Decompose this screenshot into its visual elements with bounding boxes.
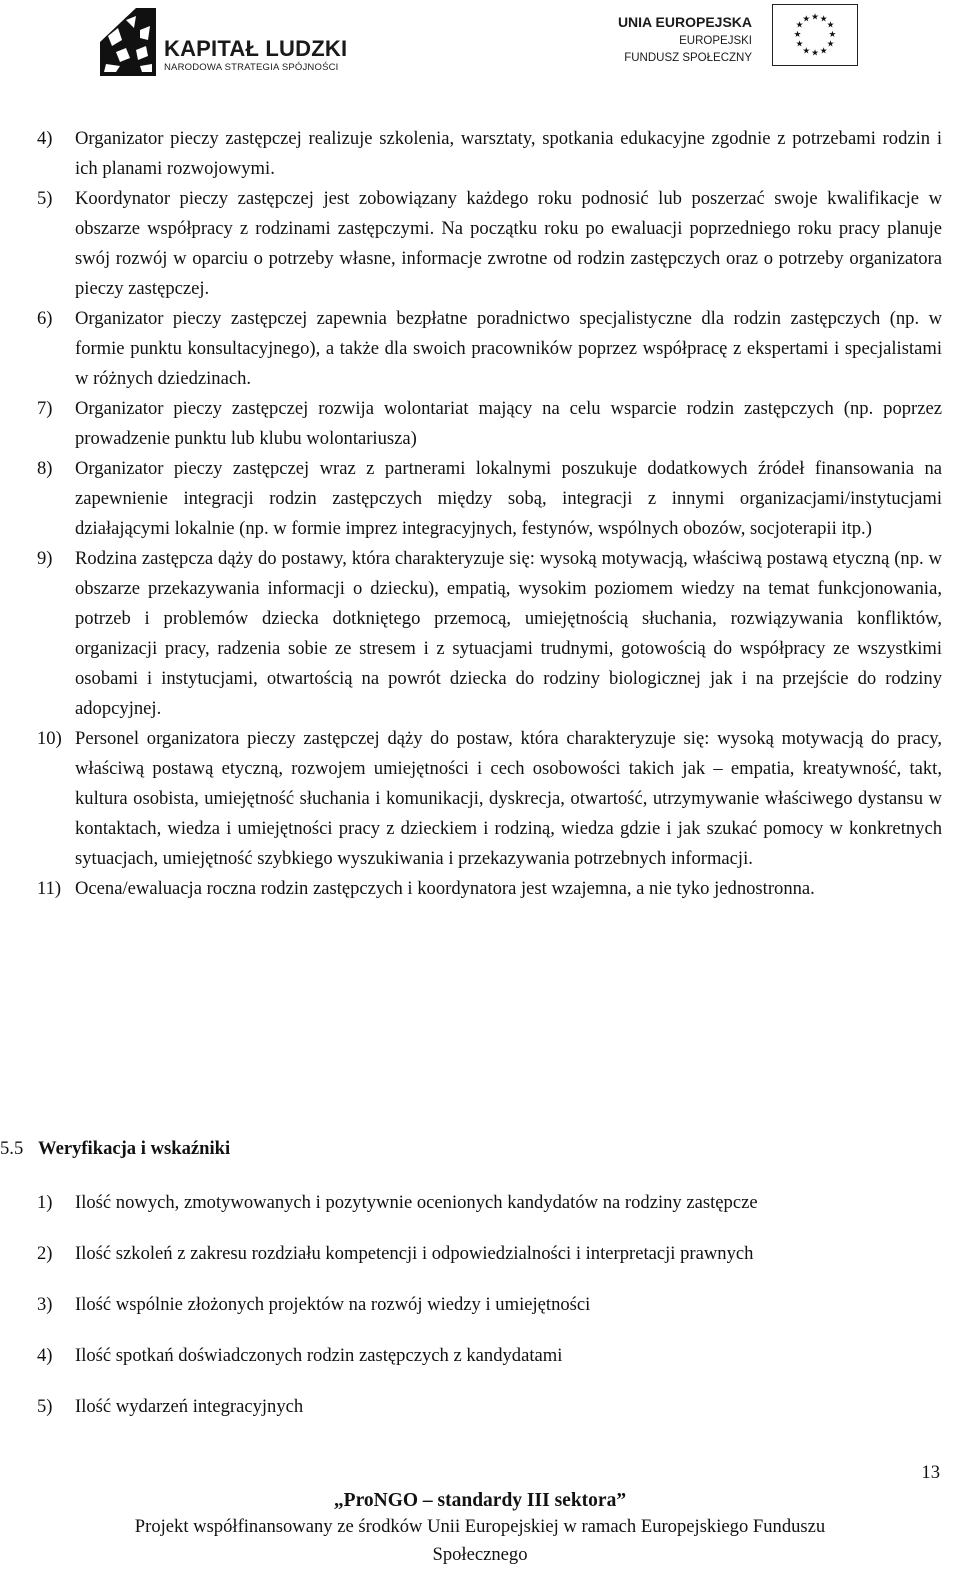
list-item-text: Organizator pieczy zastępczej wraz z partnerami lokalnymi poszukuje dodatkowych źródeł finansowania na zapewnienie integracji rodzin zastępczych między sobą, integracji z innymi organizacjami/instytucjami działającymi lokalnie (np. w formie imprez integracyjnych, festynów, wspólnych obozów, socjoterapii itp.): [75, 458, 942, 539]
indicator-number: 3): [37, 1294, 53, 1315]
list-item-number: 4): [37, 128, 53, 149]
svg-text:★: ★: [793, 29, 802, 40]
indicator-item: [37, 1188, 942, 1239]
svg-text:★: ★: [802, 14, 811, 25]
indicator-item: [37, 1290, 942, 1341]
logo-subtitle: NARODOWA STRATEGIA SPÓJNOŚCI: [164, 62, 339, 73]
list-item: [37, 304, 942, 394]
indicator-item: [37, 1392, 942, 1443]
page-number: 13: [921, 1462, 940, 1483]
svg-text:★: ★: [826, 20, 835, 31]
section-title: Weryfikacja i wskaźniki: [38, 1138, 231, 1159]
indicator-text: Ilość szkoleń z zakresu rozdziału kompetencji i odpowiedzialności i interpretacji prawnych: [75, 1243, 754, 1264]
indicator-number: 1): [37, 1192, 53, 1213]
indicator-text: Ilość wspólnie złożonych projektów na rozwój wiedzy i umiejętności: [75, 1294, 591, 1315]
list-item: [37, 394, 942, 454]
list-item-number: 11): [37, 878, 62, 899]
svg-text:★: ★: [819, 14, 828, 25]
list-item-text: Personel organizatora pieczy zastępczej dąży do postaw, która charakteryzuje się: wysoką motywacją do pracy, właściwą postawą etyczną, rozwojem umiejętności i cech osobowości takich jak – empatia, kreatywność, takt, kultura osobista, umiejętność słuchania i komunikacji, dyskrecja, otwartość, utrzymywanie właściwego dystansu w kontaktach, wiedza i umiejętności pracy z dzieckiem i rodziną, wiedza gdzie i jak szukać pomocy w konkretnych sytuacjach, umiejętność szybkiego wyszukiwania i przekazywania potrzebnych informacji.: [75, 728, 942, 869]
list-item: [37, 874, 942, 904]
list-item-number: 7): [37, 398, 53, 419]
list-item-text: Ocena/ewaluacja roczna rodzin zastępczych i koordynatora jest wzajemna, a nie tyko jednostronna.: [75, 878, 815, 899]
list-item-number: 10): [37, 728, 62, 749]
list-item: [37, 184, 942, 304]
indicator-item: [37, 1341, 942, 1392]
indicator-number: 5): [37, 1396, 53, 1417]
kapital-ludzki-emblem-icon: [96, 6, 160, 82]
list-item-number: 6): [37, 308, 53, 329]
logo-title: KAPITAŁ LUDZKI: [164, 36, 348, 61]
indicators-list: [37, 1188, 942, 1443]
list-item: [37, 124, 942, 184]
standards-list: [37, 124, 942, 904]
footer-funding-line-end: Społecznego: [432, 1544, 528, 1565]
indicator-text: Ilość wydarzeń integracyjnych: [75, 1396, 304, 1417]
eu-logo-line2: EUROPEJSKI: [679, 35, 752, 47]
indicator-text: Ilość spotkań doświadczonych rodzin zastępczych z kandydatami: [75, 1345, 563, 1366]
indicator-number: 2): [37, 1243, 53, 1264]
list-item: [37, 724, 942, 874]
svg-text:★: ★: [802, 46, 811, 57]
list-item: [37, 454, 942, 544]
kapital-ludzki-logo: [96, 6, 366, 86]
section-number: 5.5: [0, 1138, 24, 1159]
indicator-text: Ilość nowych, zmotywowanych i pozytywnie ocenionych kandydatów na rodziny zastępcze: [75, 1192, 758, 1213]
svg-text:★: ★: [811, 48, 819, 59]
indicator-item: [37, 1239, 942, 1290]
list-item: [37, 544, 942, 724]
list-item-number: 8): [37, 458, 53, 479]
list-item-text: Organizator pieczy zastępczej rozwija wolontariat mający na celu wsparcie rodzin zastępczych (np. poprzez prowadzenie punktu lub klubu wolontariusza): [75, 398, 942, 449]
list-item-text: Organizator pieczy zastępczej realizuje szkolenia, warsztaty, spotkania edukacyjne zgodnie z potrzebami rodzin i ich planami rozwojowymi.: [75, 128, 942, 179]
list-item-text: Koordynator pieczy zastępczej jest zobowiązany każdego roku podnosić lub poszerzać swoje kwalifikacje w obszarze współpracy z rodzinami zastępczymi. Na początku roku po ewaluacji poprzedniego roku pracy planuje swój rozwój w oparciu o potrzeby własne, informacje zwrotne od rodzin zastępczych oraz o potrzeby organizatora pieczy zastępczej.: [75, 188, 942, 299]
svg-text:★: ★: [795, 39, 804, 50]
eu-logo-line1: UNIA EUROPEJSKA: [617, 14, 752, 30]
footer-funding-line: Projekt współfinansowany ze środków Unii Europejskiej w ramach Europejskiego Funduszu: [134, 1516, 826, 1537]
document-body: [37, 124, 942, 904]
eu-logo-line3: FUNDUSZ SPOŁECZNY: [624, 52, 752, 64]
svg-text:★: ★: [828, 29, 837, 40]
footer-title: „ProNGO – standardy III sektora”: [333, 1490, 627, 1511]
eu-flag-icon: [772, 4, 858, 66]
list-item-number: 9): [37, 548, 53, 569]
list-item-number: 5): [37, 188, 53, 209]
svg-text:★: ★: [795, 20, 804, 31]
svg-text:★: ★: [811, 12, 819, 23]
indicator-number: 4): [37, 1345, 53, 1366]
svg-text:★: ★: [826, 39, 835, 50]
eu-logo: [608, 4, 858, 68]
svg-text:★: ★: [819, 46, 828, 57]
section-heading: [0, 1134, 230, 1164]
list-item-text: Rodzina zastępcza dąży do postawy, która charakteryzuje się: wysoką motywacją, właściwą postawą etyczną (np. w obszarze przekazywania informacji o dziecku), empatią, wysokim poziomem wiedzy na temat funkcjonowania, potrzeb i problemów dziecka dotkniętego przemocą, umiejętnością słuchania, rozwiązywania konfliktów, organizacji pracy, radzenia sobie ze stresem i z sytuacjami trudnymi, gotowością do współpracy ze wszystkimi osobami i instytucjami, otwartością na powrót dziecka do rodziny biologicznej jak i na przejście do rodziny adopcyjnej.: [75, 548, 942, 719]
list-item-text: Organizator pieczy zastępczej zapewnia bezpłatne poradnictwo specjalistyczne dla rodzin zastępczych (np. w formie punktu konsultacyjnego), a także dla swoich pracowników poprzez współpracę z ekspertami i specjalistami w różnych dziedzinach.: [75, 308, 942, 389]
